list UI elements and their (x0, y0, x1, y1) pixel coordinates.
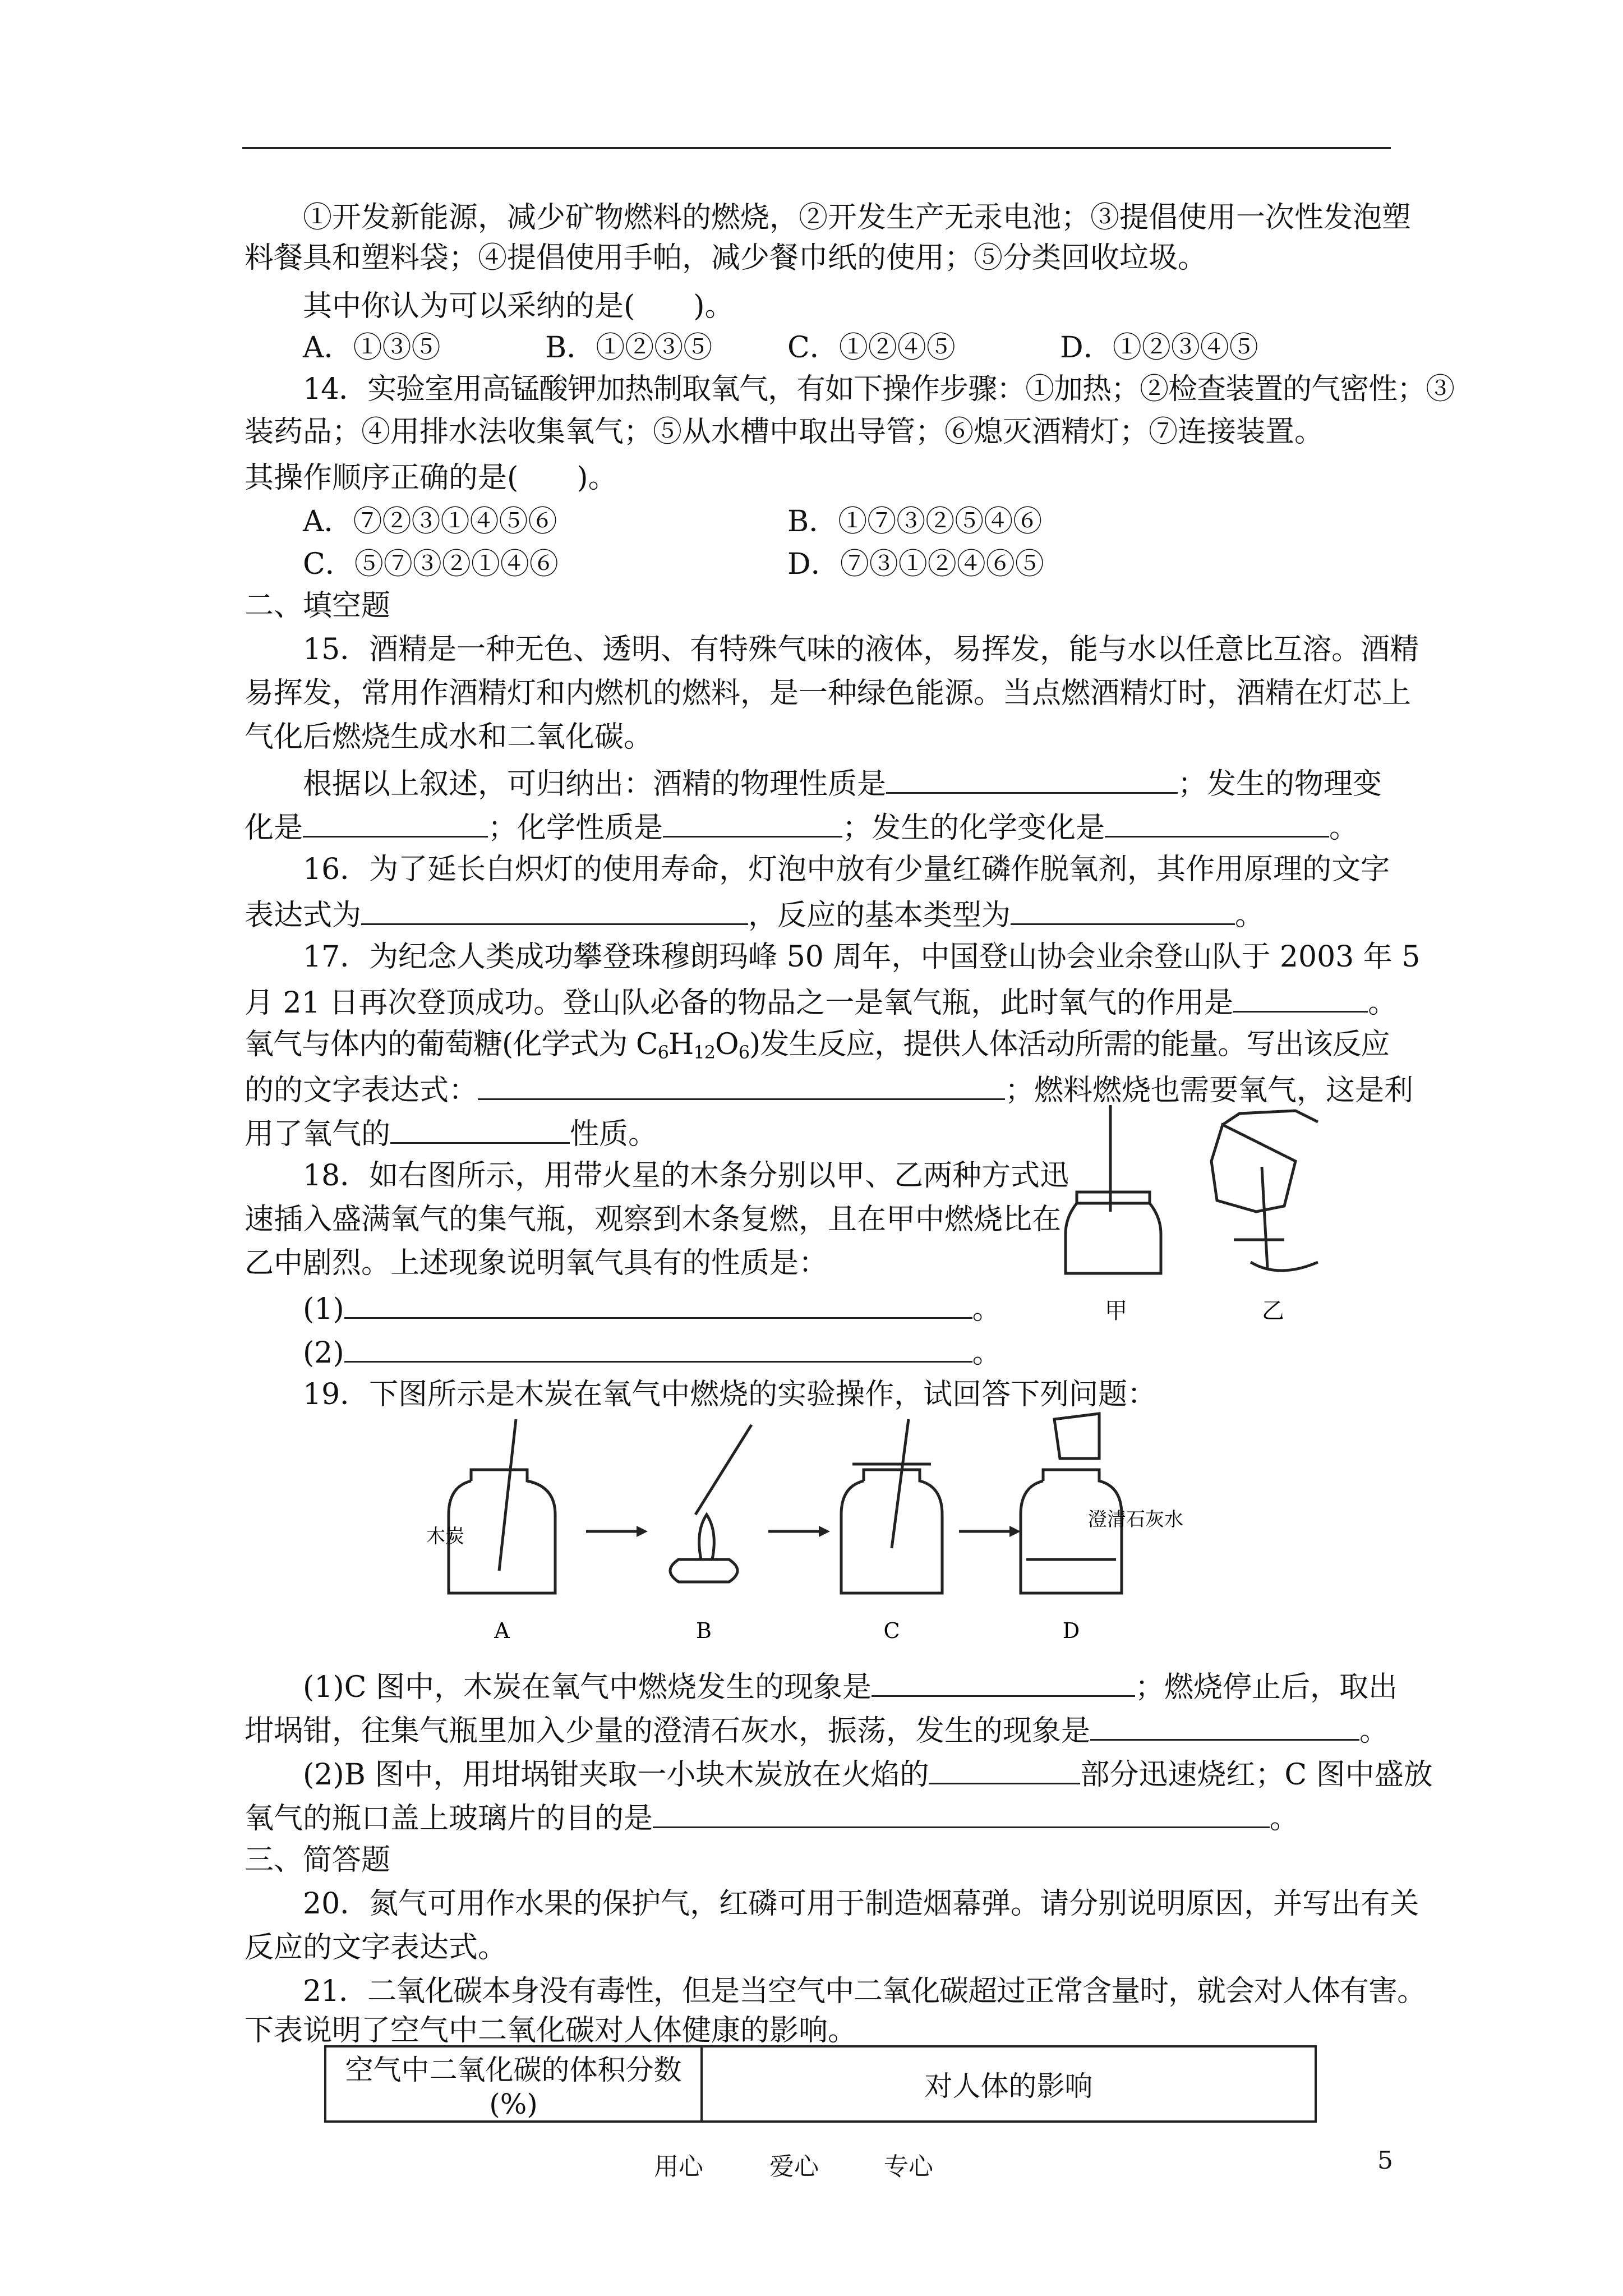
figure-c-bottle (841, 1470, 942, 1593)
footer-motto-3: 专心 (884, 2152, 933, 2181)
q14-option-c: C．⑤⑦③②①④⑥ (303, 547, 559, 581)
q16-blank-reaction-type[interactable] (1011, 891, 1235, 925)
q19-text-limewater: 坩埚钳，往集气瓶里加入少量的澄清石灰水，振荡，发生的现象是 (245, 1714, 1091, 1748)
yi-bottle (1211, 1125, 1295, 1212)
q16-line-2 (245, 891, 1400, 938)
figure-label-d: D (1062, 1618, 1080, 1643)
q16-line-1: 16．为了延长白炽灯的使用寿命，灯泡中放有少量红磷作脱氧剂，其作用原理的文字 (303, 853, 1390, 886)
q13-option-d: D．①②③④⑤ (1060, 331, 1258, 365)
q14-line-2: 装药品；④用排水法收集氧气；⑤从水槽中取出导管；⑥熄灭酒精灯；⑦连接装置。 (245, 415, 1324, 449)
q17-symbol-h: H (668, 1028, 694, 1061)
q13-option-b: B．①②③⑤ (545, 331, 713, 365)
q19-part-2-line-2 (245, 1794, 1400, 1841)
q15-line-2: 易挥发，常用作酒精灯和内燃机的燃料，是一种绿色能源。当点燃酒精灯时，酒精在灯芯上 (245, 677, 1412, 710)
section-2-heading: 二、填空题 (245, 589, 391, 623)
figure-label-yi: 乙 (1262, 1298, 1284, 1324)
q15-blank-chemical-property[interactable] (663, 803, 842, 838)
jia-bottle-neck (1077, 1192, 1150, 1203)
q13-line-1: ①开发新能源，减少矿物燃料的燃烧，②开发生产无汞电池；③提倡使用一次性发泡塑 (303, 201, 1412, 234)
section-3-heading: 三、简答题 (245, 1843, 391, 1877)
q15-blank-chemical-change[interactable] (1105, 803, 1329, 838)
q15-line-4 (245, 760, 1458, 807)
q14-option-b: B．①⑦③②⑤④⑥ (787, 505, 1043, 539)
figure-text-limewater: 澄清石灰水 (1088, 1508, 1183, 1531)
q20-line-1: 20．氮气可用作水果的保护气，红磷可用于制造烟幕弹。请分别说明原因，并写出有关 (303, 1887, 1419, 1921)
q15-text-chemical-property: ；化学性质是 (488, 811, 663, 845)
q15-blank-physical-change[interactable] (303, 803, 488, 838)
q19-figure (426, 1402, 1223, 1649)
q15-end-mark: 。 (1329, 811, 1359, 845)
figure-c-tongs (892, 1419, 909, 1548)
q19-blank-flame[interactable] (929, 1750, 1080, 1784)
table-header-effect: 对人体的影响 (702, 2046, 1316, 2122)
q15-text-chemical-change: ；发生的化学变化是 (842, 811, 1105, 845)
table-header-co2-fraction: 空气中二氧化碳的体积分数(%) (325, 2046, 702, 2122)
q16-blank-expression[interactable] (361, 891, 748, 925)
yi-hand-bottom (1251, 1262, 1318, 1271)
q19-text-flame: (2)B 图中，用坩埚钳夹取一小块木炭放在火焰的 (303, 1758, 929, 1792)
q18-end-mark-1: 。 (972, 1292, 1002, 1326)
arrow-head-b-c (819, 1526, 830, 1537)
q15-line-1: 15．酒精是一种无色、透明、有特殊气味的液体，易挥发，能与水以任意比互溶。酒精 (303, 633, 1419, 666)
q17-symbol-o: O (715, 1028, 739, 1061)
q17-subscript-h: 12 (693, 1042, 716, 1063)
q15-text-physical-change: ；发生的物理变 (1178, 767, 1382, 801)
figure-label-a: A (494, 1618, 510, 1643)
q18-item-2-label: (2) (303, 1336, 344, 1370)
q17-text-fuel: ；燃料燃烧也需要氧气，这是利 (1005, 1074, 1414, 1107)
q17-end-mark-1: 。 (1368, 986, 1398, 1020)
q19-end-mark-1: 。 (1359, 1714, 1389, 1748)
q17-text-word-equation: 的的文字表达式： (245, 1074, 478, 1107)
figure-a-bottle (449, 1470, 555, 1593)
q17-line-1: 17．为纪念人类成功攀登珠穆朗玛峰 50 周年，中国登山协会业余登山队于 2003 年 5 (303, 940, 1421, 974)
q17-text-property: 用了氧气的 (245, 1117, 391, 1151)
q15-blank-physical-property[interactable] (886, 760, 1178, 794)
table-header-row (325, 2046, 1316, 2122)
figure-b-lamp (670, 1559, 737, 1582)
q13-prompt: 其中你认为可以采纳的是( )。 (303, 289, 734, 323)
q17-text-reaction: )发生反应，提供人体活动所需的能量。写出该反应 (749, 1028, 1390, 1061)
q17-blank-oxygen-role[interactable] (1233, 978, 1368, 1013)
q17-blank-property[interactable] (390, 1110, 570, 1144)
q16-text-reaction-type: ，反应的基本类型为 (748, 899, 1011, 932)
header-rule (242, 147, 1391, 149)
q19-part-1-line-1 (245, 1663, 1458, 1710)
q13-line-2: 料餐具和塑料袋；④提倡使用手帕，减少餐巾纸的使用；⑤分类回收垃圾。 (245, 241, 1207, 275)
arrow-head-a-b (637, 1526, 648, 1537)
q19-blank-phenomenon[interactable] (872, 1663, 1135, 1697)
figure-label-c: C (883, 1618, 900, 1643)
q19-text-glass: 部分迅速烧红；C 图中盛放 (1080, 1758, 1433, 1792)
q16-end-mark: 。 (1235, 899, 1265, 932)
page-number: 5 (1377, 2146, 1393, 2175)
q15-prompt-physical-property: 根据以上叙述，可归纳出：酒精的物理性质是 (303, 767, 887, 801)
figure-label-b: B (696, 1618, 712, 1643)
q19-blank-purpose[interactable] (653, 1794, 1270, 1828)
q17-subscript-o: 6 (738, 1042, 750, 1063)
q14-prompt: 其操作顺序正确的是( )。 (245, 461, 617, 495)
q16-text-expression: 表达式为 (245, 899, 362, 932)
q13-option-c: C．①②④⑤ (787, 331, 956, 365)
q19-end-mark-2: 。 (1270, 1802, 1299, 1835)
jia-bottle (1066, 1203, 1161, 1273)
figure-label-jia: 甲 (1105, 1298, 1127, 1324)
q17-text-glucose: 氧气与体内的葡萄糖(化学式为 C (245, 1028, 658, 1061)
q14-option-a: A．⑦②③①④⑤⑥ (303, 505, 557, 539)
q15-line-5 (245, 803, 1400, 850)
q19-blank-limewater[interactable] (1090, 1706, 1359, 1741)
q18-end-mark-2: 。 (972, 1336, 1002, 1370)
q21-line-2: 下表说明了空气中二氧化碳对人体健康的影响。 (245, 2014, 857, 2047)
q18-blank-2[interactable] (344, 1328, 972, 1363)
figure-d-beaker (1054, 1414, 1099, 1458)
q17-subscript-c: 6 (657, 1042, 668, 1063)
q17-blank-word-equation[interactable] (478, 1066, 1005, 1100)
q19-part-2-line-1 (245, 1750, 1458, 1797)
q19-text-phenomenon: (1)C 图中，木炭在氧气中燃烧发生的现象是 (303, 1671, 872, 1704)
q19-part-1-line-2 (245, 1706, 1400, 1754)
figure-b-flame (699, 1515, 714, 1559)
q18-blank-1[interactable] (344, 1285, 972, 1319)
q19-text-after: ；燃烧停止后，取出 (1135, 1671, 1398, 1704)
q15-text-physical-change-cont: 化是 (245, 811, 303, 845)
q13-option-a: A．①③⑤ (303, 331, 441, 365)
q17-end-mark-2: 性质。 (570, 1117, 658, 1151)
arrow-head-c-d (1009, 1526, 1021, 1537)
q17-line-2 (245, 978, 1400, 1025)
footer-motto-2: 爱心 (769, 2152, 819, 2181)
q18-figure (1054, 1099, 1424, 1346)
q20-line-2: 反应的文字表达式。 (245, 1931, 508, 1964)
q14-line-1: 14．实验室用高锰酸钾加热制取氧气，有如下操作步骤：①加热；②检查装置的气密性；③ (303, 372, 1455, 406)
q18-line-3: 乙中剧烈。上述现象说明氧气具有的性质是： (245, 1246, 828, 1280)
q19-line-1: 19．下图所示是木炭在氧气中燃烧的实验操作，试回答下列问题： (303, 1378, 1157, 1411)
q19-text-purpose: 氧气的瓶口盖上玻璃片的目的是 (245, 1802, 653, 1835)
figure-b-tongs (695, 1425, 751, 1515)
q15-line-3: 气化后燃烧生成水和二氧化碳。 (245, 720, 653, 754)
co2-effects-table (324, 2045, 1317, 2123)
yi-splint (1262, 1167, 1267, 1268)
q18-line-2: 速插入盛满氧气的集气瓶，观察到木条复燃，且在甲中燃烧比在 (245, 1203, 1062, 1236)
figure-a-tongs (499, 1419, 516, 1571)
q18-line-1: 18．如右图所示，用带火星的木条分别以甲、乙两种方式迅 (303, 1159, 1069, 1193)
footer-motto-1: 用心 (654, 2152, 703, 2181)
q14-option-d: D．⑦③①②④⑥⑤ (787, 547, 1044, 581)
q21-line-1: 21．二氧化碳本身没有毒性，但是当空气中二氧化碳超过正常含量时，就会对人体有害。 (303, 1975, 1426, 2008)
figure-text-charcoal: 木炭 (426, 1525, 464, 1548)
q18-item-1-label: (1) (303, 1292, 344, 1326)
figure-d-bottle (1021, 1470, 1122, 1593)
q17-text-oxygen-role: 月 21 日再次登顶成功。登山队必备的物品之一是氧气瓶，此时氧气的作用是 (245, 986, 1234, 1020)
yi-hand-top (1223, 1111, 1318, 1125)
